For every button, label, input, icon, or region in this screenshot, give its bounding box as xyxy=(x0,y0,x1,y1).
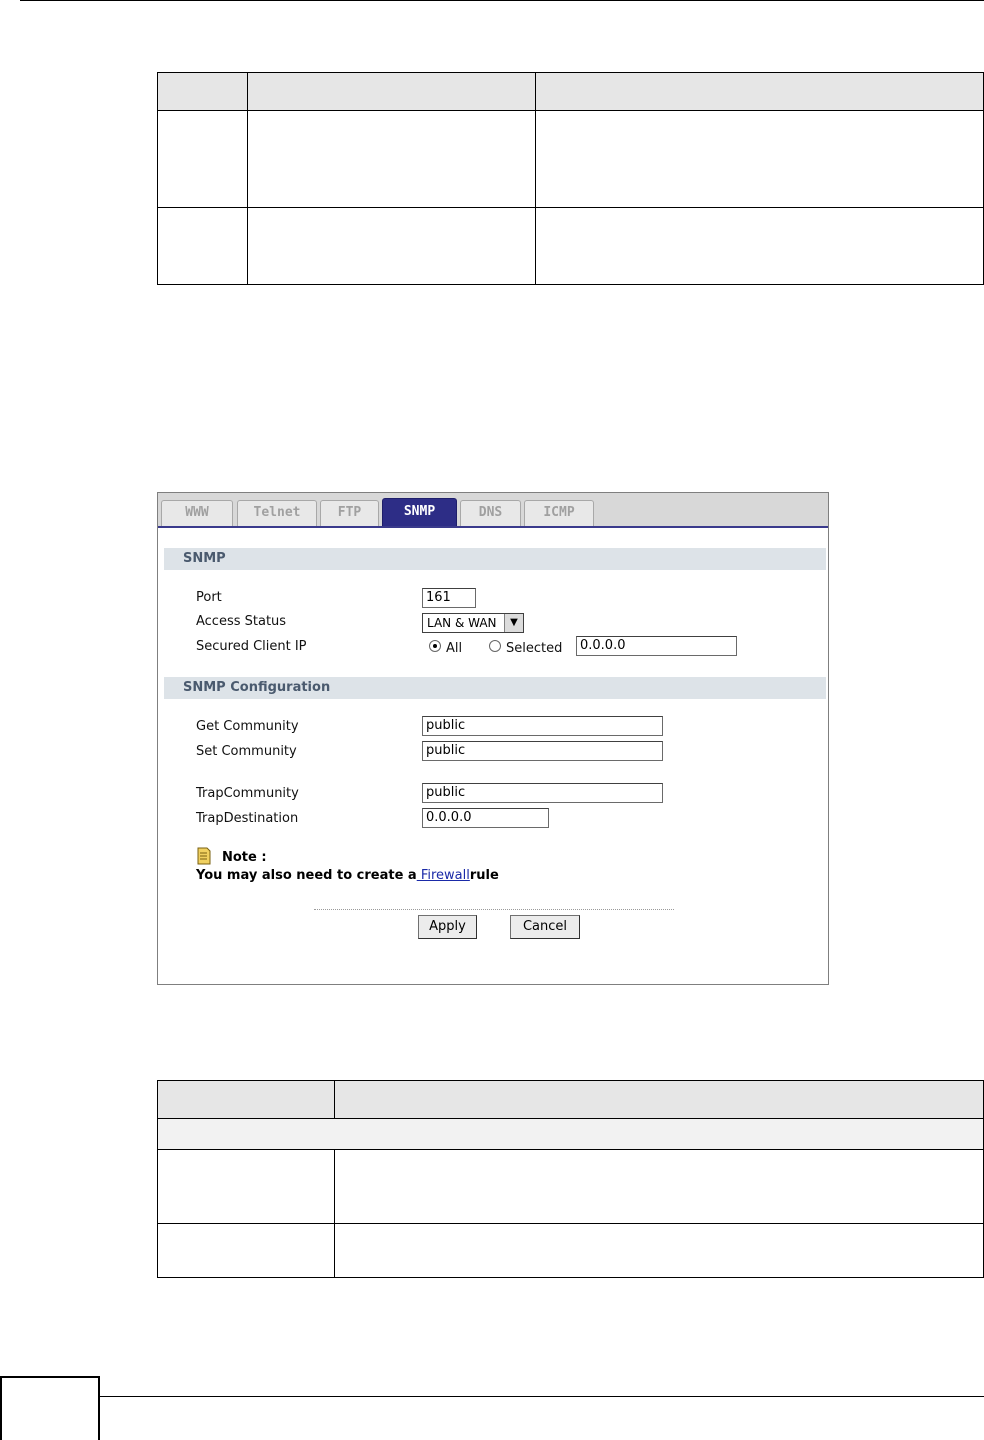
cancel-button[interactable]: Cancel xyxy=(510,915,580,939)
access-status-select[interactable] xyxy=(422,613,524,633)
trap-community-label: TrapCommunity xyxy=(196,786,299,801)
snmp-config-window xyxy=(157,492,829,985)
page-number-box xyxy=(0,1376,100,1440)
footer-rule xyxy=(100,1396,984,1397)
table-row xyxy=(158,1224,984,1278)
get-community-input[interactable]: public xyxy=(422,716,663,736)
trap-community-input[interactable]: public xyxy=(422,783,663,803)
lower-table xyxy=(157,1080,984,1278)
table-row xyxy=(158,1150,984,1224)
table-row xyxy=(158,208,984,285)
table-header-row xyxy=(158,73,984,111)
chevron-down-icon[interactable]: ▼ xyxy=(504,614,523,632)
note-title: Note : xyxy=(222,850,267,865)
table-header-row xyxy=(158,1081,984,1119)
note-prefix: You may also need to create a xyxy=(196,868,417,883)
radio-selected-label: Selected xyxy=(506,641,563,656)
table-row xyxy=(158,111,984,208)
port-input[interactable]: 161 xyxy=(422,588,476,608)
divider xyxy=(314,909,674,910)
selected-ip-input[interactable]: 0.0.0.0 xyxy=(576,636,737,656)
note-suffix: rule xyxy=(469,868,499,883)
note-icon xyxy=(196,847,212,865)
section-snmp: SNMP xyxy=(164,548,826,570)
apply-button[interactable]: Apply xyxy=(418,915,477,939)
access-status-label: Access Status xyxy=(196,614,287,629)
firewall-link[interactable]: Firewall xyxy=(416,868,470,883)
radio-all-label: All xyxy=(446,641,463,656)
trap-destination-input[interactable]: 0.0.0.0 xyxy=(422,808,549,828)
trap-destination-label: TrapDestination xyxy=(196,811,299,826)
table-row xyxy=(158,1119,984,1150)
radio-selected[interactable] xyxy=(489,640,501,652)
tab-ftp[interactable]: FTP xyxy=(320,500,379,526)
tab-bar xyxy=(158,493,828,528)
port-label: Port xyxy=(196,590,222,605)
radio-all[interactable] xyxy=(429,640,441,652)
set-community-input[interactable]: public xyxy=(422,741,663,761)
header-rule xyxy=(20,0,984,1)
tab-dns[interactable]: DNS xyxy=(460,500,521,526)
set-community-label: Set Community xyxy=(196,744,297,759)
section-snmp-configuration: SNMP Configuration xyxy=(164,677,826,699)
upper-table xyxy=(157,72,984,285)
access-status-value: LAN & WAN xyxy=(427,616,497,630)
secured-client-ip-label: Secured Client IP xyxy=(196,639,307,654)
tab-www[interactable]: WWW xyxy=(161,500,233,526)
tab-icmp[interactable]: ICMP xyxy=(524,500,594,526)
tab-snmp[interactable]: SNMP xyxy=(382,498,457,526)
note-text xyxy=(196,868,499,883)
tab-telnet[interactable]: Telnet xyxy=(237,500,317,526)
get-community-label: Get Community xyxy=(196,719,299,734)
